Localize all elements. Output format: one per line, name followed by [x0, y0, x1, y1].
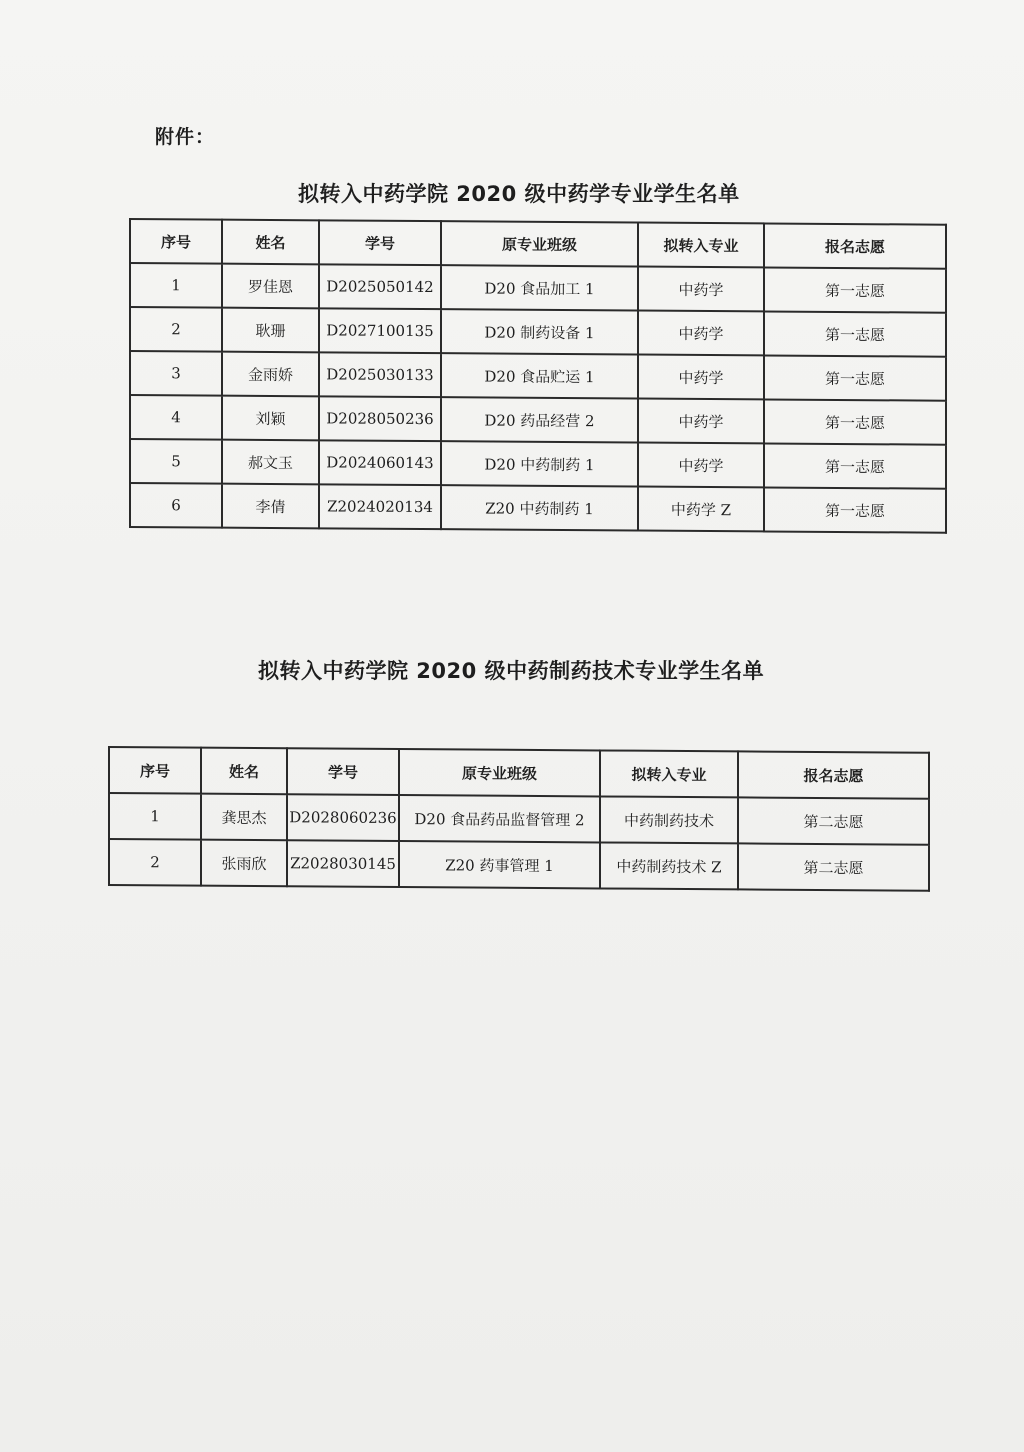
- cell-name: 郝文玉: [222, 440, 319, 485]
- cell-original-class: D20 食品药品监督管理 2: [399, 795, 600, 842]
- cell-target-major: 中药学 Z: [638, 487, 764, 532]
- table-row: [130, 307, 946, 357]
- cell-preference: 第一志愿: [764, 443, 946, 488]
- cell-index: 1: [130, 263, 222, 308]
- cell-preference: 第一志愿: [764, 267, 946, 312]
- table-row: [130, 263, 946, 313]
- cell-original-class: Z20 药事管理 1: [399, 841, 600, 888]
- column-header-name: 姓名: [222, 220, 319, 265]
- cell-target-major: 中药学: [638, 355, 764, 400]
- cell-target-major: 中药学: [638, 267, 764, 312]
- column-header-original-class: 原专业班级: [441, 221, 638, 266]
- cell-student-id: D2025030133: [319, 352, 441, 397]
- table2-header-row: [109, 747, 929, 799]
- cell-preference: 第一志愿: [764, 355, 946, 400]
- cell-name: 刘颖: [222, 396, 319, 441]
- column-header-name: 姓名: [201, 748, 287, 795]
- cell-name: 龚思杰: [201, 794, 287, 841]
- cell-original-class: D20 药品经营 2: [441, 397, 638, 442]
- table1-header-row: [130, 219, 946, 269]
- cell-preference: 第二志愿: [738, 843, 929, 890]
- column-header-target-major: 拟转入专业: [600, 750, 738, 797]
- table1-title: 拟转入中药学院 2020 级中药学专业学生名单: [298, 182, 740, 206]
- table2-manufacturing-roster: [108, 746, 930, 892]
- cell-name: 耿珊: [222, 308, 319, 353]
- cell-target-major: 中药制药技术: [600, 796, 738, 843]
- column-header-index: 序号: [130, 219, 222, 264]
- cell-original-class: D20 食品加工 1: [441, 265, 638, 310]
- attachment-label: 附件：: [155, 126, 216, 148]
- column-header-preference: 报名志愿: [764, 223, 946, 268]
- cell-name: 张雨欣: [201, 840, 287, 887]
- cell-preference: 第一志愿: [764, 487, 946, 532]
- table-row: [130, 395, 946, 445]
- table-row: [130, 351, 946, 401]
- cell-index: 4: [130, 395, 222, 440]
- cell-preference: 第一志愿: [764, 399, 946, 444]
- table1-pharmacy-roster: [129, 218, 947, 534]
- column-header-student-id: 学号: [319, 220, 441, 265]
- cell-original-class: D20 食品贮运 1: [441, 353, 638, 398]
- cell-preference: 第一志愿: [764, 311, 946, 356]
- column-header-student-id: 学号: [287, 748, 399, 795]
- cell-student-id: D2027100135: [319, 308, 441, 353]
- column-header-target-major: 拟转入专业: [638, 223, 764, 268]
- cell-index: 3: [130, 351, 222, 396]
- cell-name: 李倩: [222, 484, 319, 529]
- cell-original-class: D20 制药设备 1: [441, 309, 638, 354]
- table-row: [130, 439, 946, 489]
- column-header-preference: 报名志愿: [738, 751, 929, 798]
- cell-target-major: 中药学: [638, 399, 764, 444]
- cell-target-major: 中药制药技术 Z: [600, 842, 738, 889]
- table2-title: 拟转入中药学院 2020 级中药制药技术专业学生名单: [258, 659, 765, 683]
- column-header-original-class: 原专业班级: [399, 749, 600, 796]
- cell-student-id: Z2024020134: [319, 484, 441, 529]
- cell-index: 2: [130, 307, 222, 352]
- cell-name: 金雨娇: [222, 352, 319, 397]
- table-row: [130, 483, 946, 533]
- cell-original-class: Z20 中药制药 1: [441, 485, 638, 530]
- cell-student-id: Z2028030145: [287, 840, 399, 887]
- cell-student-id: D2028050236: [319, 396, 441, 441]
- cell-index: 6: [130, 483, 222, 528]
- cell-index: 1: [109, 793, 201, 840]
- column-header-index: 序号: [109, 747, 201, 794]
- cell-student-id: D2028060236: [287, 794, 399, 841]
- cell-index: 5: [130, 439, 222, 484]
- table-row: [109, 839, 929, 891]
- cell-name: 罗佳恩: [222, 264, 319, 309]
- cell-target-major: 中药学: [638, 311, 764, 356]
- cell-original-class: D20 中药制药 1: [441, 441, 638, 486]
- cell-target-major: 中药学: [638, 443, 764, 488]
- cell-student-id: D2024060143: [319, 440, 441, 485]
- cell-preference: 第二志愿: [738, 797, 929, 844]
- cell-student-id: D2025050142: [319, 264, 441, 309]
- cell-index: 2: [109, 839, 201, 886]
- table-row: [109, 793, 929, 845]
